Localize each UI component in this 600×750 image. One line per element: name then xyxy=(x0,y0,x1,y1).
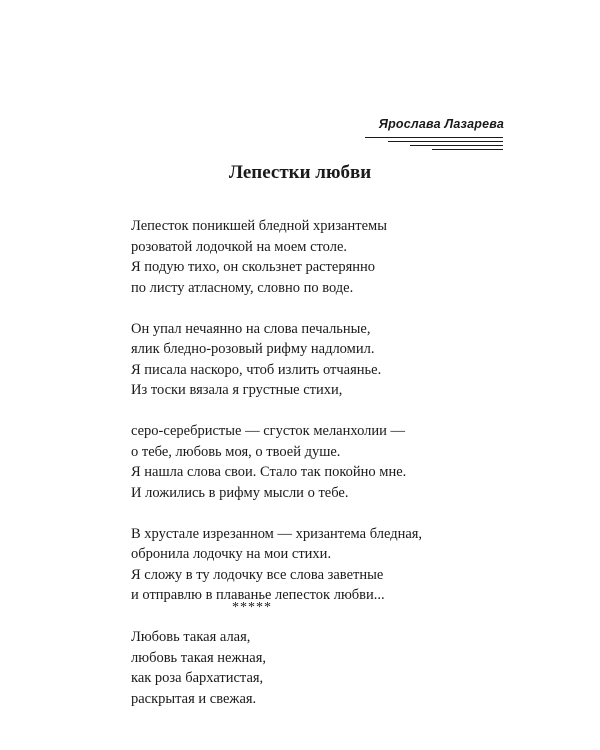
poem-line: раскрытая и свежая. xyxy=(131,690,257,707)
header-rule-1 xyxy=(365,137,503,138)
poem-line: и отправлю в плаванье лепесток любви... xyxy=(131,587,385,603)
poem-line: Из тоски вязала я грустные стихи, xyxy=(131,382,343,398)
stanza-3 xyxy=(131,421,422,503)
header-rule-4 xyxy=(432,149,503,150)
poem-line: как роза бархатистая, xyxy=(131,670,264,686)
poem-line: Любовь такая алая, xyxy=(131,629,251,645)
poem-line: Я нашла слова свои. Стало так покойно мне. xyxy=(131,464,407,480)
poem-line: по листу атласному, словно по воде. xyxy=(131,279,354,296)
poem-line: Я писала наскоро, чтоб излить отчаянье. xyxy=(131,361,382,378)
stanza-2 xyxy=(131,319,422,401)
poem-title: Лепестки любви xyxy=(228,162,372,183)
poem-line: обронила лодочку на мои стихи. xyxy=(131,546,332,562)
poem-line: Я подую тихо, он скользнет растерянно xyxy=(131,259,376,275)
stanza-1 xyxy=(131,216,422,298)
header-rule-2 xyxy=(388,141,503,142)
poem-line: В хрустале изрезанном — хризантема бледная, xyxy=(131,525,423,542)
poem-line: Он упал нечаянно на слова печальные, xyxy=(131,320,371,337)
poem-line: Лепесток поникшей бледной хризантемы xyxy=(131,218,387,234)
poem-line: И ложились в рифму мысли о тебе. xyxy=(131,484,349,501)
poem-line: любовь такая нежная, xyxy=(131,649,266,666)
poem-line: о тебе, любовь моя, о твоей душе. xyxy=(131,443,341,460)
poem-line: серо-серебристые — сгусток меланхолии — xyxy=(131,423,406,439)
poem-line: Я сложу в ту лодочку все слова заветные xyxy=(131,566,384,583)
poem-body xyxy=(131,216,422,606)
poem-line: ялик бледно-розовый рифму надломил. xyxy=(131,341,375,357)
author-name: Ярослава Лазарева xyxy=(378,117,504,131)
stanza-4 xyxy=(131,524,422,606)
poem-2-body xyxy=(131,627,266,709)
section-separator: ***** xyxy=(232,600,272,615)
header-rule-3 xyxy=(410,145,503,146)
poem-line: розоватой лодочкой на моем столе. xyxy=(131,238,348,255)
